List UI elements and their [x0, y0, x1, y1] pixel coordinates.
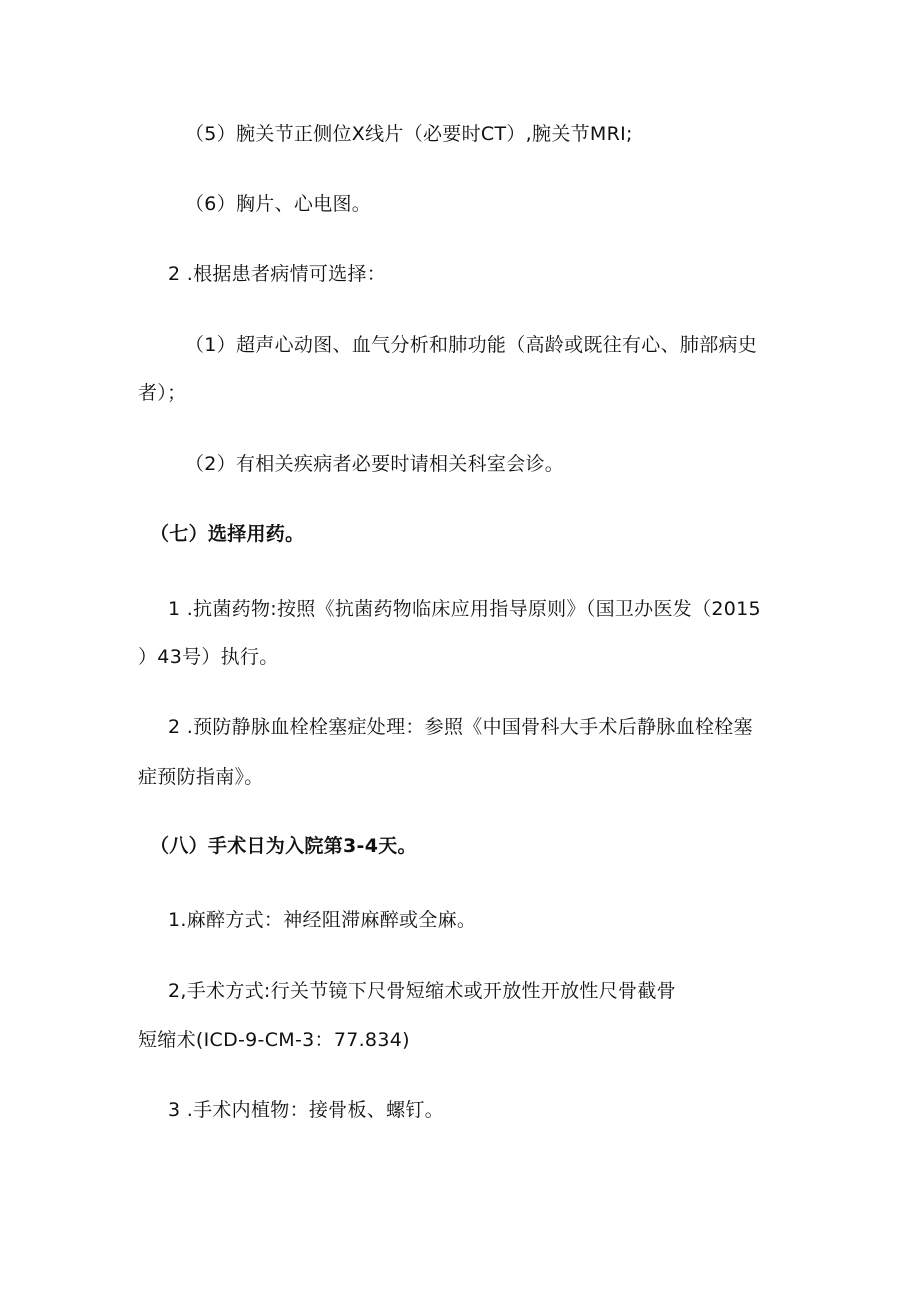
anesthesia-item: 1.麻醉方式：神经阻滞麻醉或全麻。	[168, 909, 477, 931]
section-heading-8: （八）手术日为入院第3-4天。	[150, 835, 417, 857]
optional-exams-heading: 2 .根据患者病情可选择：	[168, 263, 387, 285]
surgery-method-item-continued: 短缩术(ICD-9-CM-3：77.834)	[138, 1029, 410, 1051]
optional-item-1-continued: 者）；	[138, 382, 187, 404]
antibiotics-item-continued: ）43号）执行。	[138, 646, 279, 668]
implant-item: 3 .手术内植物：接骨板、螺钉。	[168, 1099, 444, 1121]
thrombosis-item: 2 .预防静脉血栓栓塞症处理：参照《中国骨科大手术后静脉血栓栓塞	[168, 716, 753, 738]
thrombosis-item-continued: 症预防指南》。	[138, 766, 264, 788]
optional-item-2: （2）有相关疾病者必要时请相关科室会诊。	[185, 453, 565, 475]
exam-item-6: （6）胸片、心电图。	[185, 193, 372, 215]
antibiotics-item: 1 .抗菌药物:按照《抗菌药物临床应用指导原则》（国卫办医发（2015	[168, 598, 761, 620]
section-heading-7: （七）选择用药。	[150, 523, 305, 545]
surgery-method-item: 2,手术方式:行关节镜下尺骨短缩术或开放性开放性尺骨截骨	[168, 980, 676, 1002]
exam-item-5: （5）腕关节正侧位X线片（必要时CT）,腕关节MRI;	[185, 123, 633, 145]
optional-item-1: （1）超声心动图、血气分析和肺功能（高龄或既往有心、肺部病史	[185, 334, 758, 356]
